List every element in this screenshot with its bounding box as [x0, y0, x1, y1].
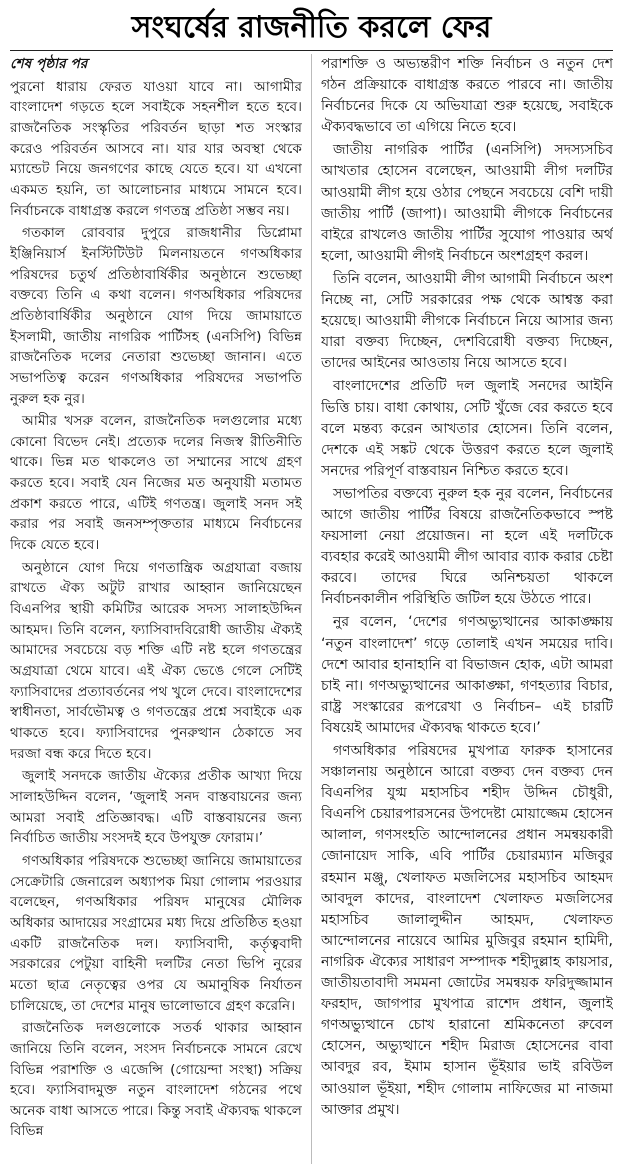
headline: সংঘর্ষের রাজনীতি করলে ফের — [131, 10, 492, 45]
headline-rule — [10, 50, 613, 51]
paragraph: জুলাই সনদকে জাতীয় ঐক্যের প্রতীক আখ্যা দিয়ে সালাহউদ্দিন বলেন, ‘জুলাই সনদ বাস্তবায়নের জন্য আমরা সবাই প্রতিজ্ঞাবদ্ধ। এটি বাস্তবায়নের জন্য নির্বাচিত জাতীয় সংসদই হবে উপযুক্ত ফোরাম।’ — [10, 768, 302, 847]
paragraph: অনুষ্ঠানে যোগ দিয়ে গণতান্ত্রিক অগ্রযাত্রা বজায় রাখতে ঐক্য অটুট রাখার আহ্বান জানিয়েছেন বিএনপির স্থায়ী কমিটির আরেক সদস্য সালাহউদ্দিন আহমদ। তিনি বলেন, ফ্যাসিবাদবিরোধী জাতীয় ঐক্যই আমাদের সবচেয়ে বড় শক্তি এটি নষ্ট হলে গণতন্ত্রের অগ্রযাত্রা থেমে যাবে। এই ঐক্য ভেঙে গেলে সেটিই ফ্যাসিবাদের প্রত্যাবর্তনের পথ খুলে দেবে। বাংলাদেশের স্বাধীনতা, সার্বভৌমত্ব ও গণতন্ত্রের প্রশ্নে সবাইকে এক থাকতে হবে। ফ্যাসিবাদের পুনরুত্থান ঠেকাতে সব দরজা বন্ধ করে দিতে হবে। — [10, 559, 302, 762]
paragraph: বাংলাদেশের প্রতিটি দল জুলাই সনদের আইনি ভিত্তি চায়। বাধা কোথায়, সেটি খুঁজে বের করতে হবে বলে মন্তব্য করেন আখতার হোসেন। তিনি বলেন, দেশকে এই সঙ্কট থেকে উত্তরণ করতে হলে জুলাই সনদের পরিপূর্ণ বাস্তবায়ন নিশ্চিত করতে হবে। — [321, 378, 613, 479]
paragraph: গতকাল রোববার দুপুরে রাজধানীর ডিপ্লোমা ইঞ্জিনিয়ার্স ইনস্টিটিউট মিলনায়তনে গণঅধিকার পরিষদের চতুর্থ প্রতিষ্ঠাবার্ষিকীর অনুষ্ঠানে শুভেচ্ছা বক্তব্যে তিনি এ কথা বলেন। গণঅধিকার পরিষদের প্রতিষ্ঠাবার্ষিকীর অনুষ্ঠানে যোগ দিয়ে জামায়াতে ইসলামী, জাতীয় নাগরিক পার্টিসহ (এনসিপি) বিভিন্ন রাজনৈতিক দলের নেতারা শুভেচ্ছা জানান। এতে সভাপতিত্ব করেন গণঅধিকার পরিষদের সভাপতি নুরুল হক নুর। — [10, 225, 302, 407]
column-divider — [311, 54, 312, 1164]
paragraph: রাজনৈতিক দলগুলোকে সতর্ক থাকার আহ্বান জানিয়ে তিনি বলেন, সংসদ নির্বাচনকে সামনে রেখে বিভিন্ন পরাশক্তি ও এজেন্সি (গোয়েন্দা সংস্থা) সক্রিয় হবে। ফ্যাসিবাদমুক্ত নতুন বাংলাদেশ গঠনের পথে অনেক বাধা আসতে পারে। কিন্তু সবাই ঐক্যবদ্ধ থাকলে বিভিন্ন — [10, 1020, 302, 1140]
right-column — [321, 54, 613, 1166]
paragraph: পুরনো ধারায় ফেরত যাওয়া যাবে না। আগামীর বাংলাদেশ গড়তে হলে সবাইকে সহনশীল হতে হবে। রাজনৈতিক সংস্কৃতির পরিবর্তন ছাড়া শত সংস্কার করেও পরিবর্তন আসবে না। যার যার অবস্থা থেকে ম্যান্ডেট নিয়ে জনগণের কাছে যেতে হবে। যা এখনো একমত হয়নি, তা আলোচনার মাধ্যমে সামনে হবে। নির্বাচনকে বাধাগ্রস্ত করলে গণতন্ত্র প্রতিষ্ঠা সম্ভব নয়। — [10, 78, 302, 219]
paragraph: সভাপতির বক্তব্যে নুরুল হক নুর বলেন, নির্বাচনের আগে জাতীয় পার্টির বিষয়ে রাজনৈতিকভাবে স্পষ্ট ফয়সালা নেয়া প্রয়োজন। না হলে এই দলটিকে ব্যবহার করেই আওয়ামী লীগ আবার ব্যাক করার চেষ্টা করবে। তাদের ঘিরে অনিশ্চয়তা থাকলে নির্বাচনকালীন পরিস্থিতি জটিল হয়ে উঠতে পারে। — [321, 485, 613, 608]
paragraph: গণঅধিকার পরিষদকে শুভেচ্ছা জানিয়ে জামায়াতের সেক্রেটারি জেনারেল অধ্যাপক মিয়া গোলাম পরওয়ার বলেছেন, গণঅধিকার পরিষদ মানুষের মৌলিক অধিকার আদায়ের সংগ্রামের মধ্য দিয়ে প্রতিষ্ঠিত হওয়া একটি রাজনৈতিক দল। ফ্যাসিবাদী, কর্তৃত্ববাদী সরকারের পেটুয়া বাহিনী দলটির নেতা ভিপি নুরের মতো ছাত্র নেতৃত্বের ওপর যে অমানুষিক নির্যাতন চালিয়েছে, তা দেশের মানুষ ভালোভাবে গ্রহণ করেনি। — [10, 852, 302, 1014]
continuation-kicker: শেষ পৃষ্ঠার পর — [10, 56, 88, 72]
paragraph: পরাশক্তি ও অভ্যন্তরীণ শক্তি নির্বাচন ও নতুন দেশ গঠন প্রক্রিয়াকে বাধাগ্রস্ত করতে পারবে না। জাতীয় নির্বাচনের দিকে যে অভিযাত্রা শুরু হয়েছে, সবাইকে ঐক্যবদ্ধভাবে তা এগিয়ে নিতে হবে। — [321, 56, 613, 136]
paragraph: আমীর খসরু বলেন, রাজনৈতিক দলগুলোর মধ্যে কোনো বিভেদ নেই। প্রত্যেক দলের নিজস্ব রীতিনীতি থাকে। ভিন্ন মত থাকলেও তা সম্মানের সাথে গ্রহণ করতে হবে। সবাই যেন নিজের মত অনুযায়ী মতামত প্রকাশ করতে পারে, এটিই গণতন্ত্র। জুলাই সনদ সই করার পর সবাই জনসম্পৃক্ততার মাধ্যমে নির্বাচনের দিকে যেতে হবে। — [10, 413, 302, 554]
paragraph: তিনি বলেন, আওয়ামী লীগ আগামী নির্বাচনে অংশ নিচ্ছে না, সেটি সরকারের পক্ষ থেকে আশ্বস্ত করা হয়েছে। আওয়ামী লীগকে নির্বাচনে নিয়ে আসার জন্য যারা বক্তব্য দিচ্ছেন, দেশবিরোধী বক্তব্য দিচ্ছেন, তাদের আইনের আওতায় নিয়ে আসতে হবে। — [321, 270, 613, 372]
paragraph: জাতীয় নাগরিক পার্টির (এনসিপি) সদস্যসচিব আখতার হোসেন বলেছেন, আওয়ামী লীগ দলটির আওয়ামী লীগ হয়ে ওঠার পেছনে সবচেয়ে বেশি দায়ী জাতীয় পার্টি (জাপা)। আওয়ামী লীগকে নির্বাচনের বাইরে রাখলেও জাতীয় পার্টির সুযোগ পাওয়ার অর্থ হলো, আওয়ামী লীগই নির্বাচনে অংশগ্রহণ করল। — [321, 142, 613, 264]
paragraph: গণঅধিকার পরিষদের মুখপাত্র ফারুক হাসানের সঞ্চালনায় অনুষ্ঠানে আরো বক্তব্য দেন বক্তব্য দেন বিএনপির যুগ্ম মহাসচিব শহীদ উদ্দিন চৌধুরী, বিএনপি চেয়ারপারসনের উপদেষ্টা মোয়াজ্জেম হোসেন আলাল, গণসংহতি আন্দোলনের প্রধান সমন্বয়কারী জোনায়েদ সাকি, এবি পার্টির চেয়ারম্যান মজিবুর রহমান মঞ্জু, খেলাফত মজলিসের মহাসচিব আহমদ আবদুল কাদের, বাংলাদেশ খেলাফত মজলিসের মহাসচিব জালালুদ্দীন আহমদ, খেলাফত আন্দোলনের নায়েবে আমির মুজিবুর রহমান হামিদী, নাগরিক ঐক্যের সাধারণ সম্পাদক শহীদুল্লাহ কায়সার, জাতীয়তাবাদী সমমনা জোটের সমন্বয়ক ফরিদুজ্জামান ফরহাদ, জাগপার মুখপাত্র রাশেদ প্রধান, জুলাই গণঅভ্যুত্থানে চোখ হারানো শ্রমিকনেতা রুবেল হোসেন, অভ্যুত্থানে শহীদ মিরাজ হোসেনের বাবা আবদুর রব, ইমাম হাসান ভূঁইয়ার ভাই রবিউল আওয়াল ভূঁইয়া, শহীদ গোলাম নাফিজের মা নাজমা আক্তার প্রমুখ। — [321, 743, 613, 1118]
left-column — [10, 54, 302, 1166]
paragraph: নুর বলেন, ‘দেশের গণঅভ্যুত্থানের আকাঙ্ক্ষায় ‘নতুন বাংলাদেশ’ গড়ে তোলাই এখন সময়ের দাবি। দেশে আবার হানাহানি বা বিভাজন হোক, এটা আমরা চাই না। গণঅভ্যুত্থানের আকাঙ্ক্ষা, গণহত্যার বিচার, রাষ্ট্র সংস্কারের রূপরেখা ও নির্বাচন– এই চারটি বিষয়েই আমাদের ঐক্যবদ্ধ থাকতে হবে।’ — [321, 614, 613, 736]
